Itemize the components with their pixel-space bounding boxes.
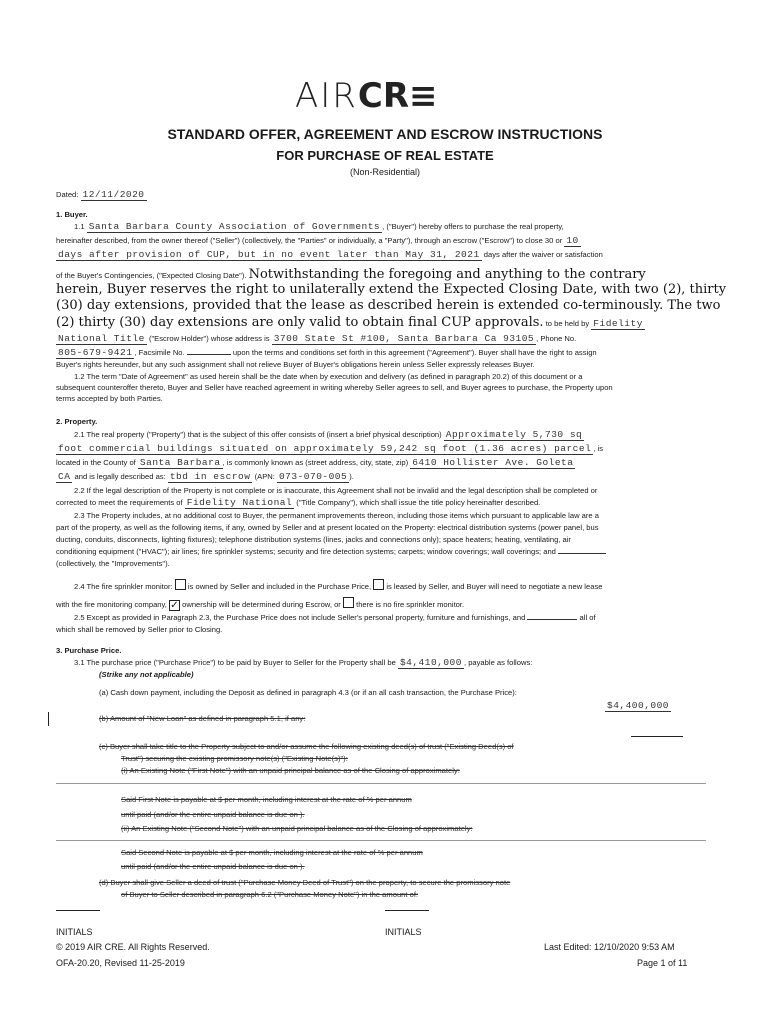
s2-p3-line4: conditioning equipment ("HVAC"); air lines; fire sprinkler systems; security and fire detection systems; carpets; window coverings; wall coverings; and	[56, 547, 606, 557]
page-number: Page 1 of 11	[637, 958, 688, 968]
form-number: OFA-20.20, Revised 11-25-2019	[56, 958, 185, 968]
initials-line-left	[56, 910, 100, 911]
initials-line-right	[385, 910, 429, 911]
revision-bar	[48, 712, 49, 726]
s1-p2-line3: terms accepted by both Parties.	[56, 394, 163, 403]
escrow-holder-field[interactable]: Fidelity	[593, 318, 643, 329]
s3-b: (b) Amount of "New Loan" as defined in paragraph 5.1, if any:	[99, 714, 306, 723]
insert-text-2: herein, Buyer reserves the right to unilaterally extend the Expected Closing Date, with two (2), thirty	[56, 282, 727, 297]
s1-line1: 1.1 Santa Barbara County Association of Governments , ("Buyer") hereby offers to purchase the real property,	[74, 221, 564, 232]
strike-divider-1	[56, 783, 706, 784]
title-company-field[interactable]: Fidelity National	[186, 497, 293, 508]
section-1-heading: 1. Buyer.	[56, 210, 88, 219]
document-type: (Non-Residential)	[349, 167, 421, 177]
amount-line-b	[631, 736, 683, 737]
apn-field[interactable]: 073-070-005	[278, 471, 348, 482]
document-title: STANDARD OFFER, AGREEMENT AND ESCROW INSTRUCTIONS	[167, 126, 603, 142]
down-payment-amount: $4,400,000	[607, 700, 670, 711]
s3-c6: (ii) An Existing Note ("Second Note") with an unpaid principal balance as of the Closing of approximately:	[121, 824, 473, 833]
s1-line11: Buyer's rights hereunder, but any such assignment shall not relieve Buyer of Buyer's obligations herein unless Seller expressly releases Buyer.	[56, 360, 535, 369]
excluded-items-field[interactable]	[527, 619, 577, 620]
address-field[interactable]: 6410 Hollister Ave. Goleta	[412, 457, 574, 468]
section-3-heading: 3. Purchase Price.	[56, 646, 122, 655]
last-edited: Last Edited: 12/10/2020 9:53 AM	[544, 942, 675, 952]
s3-c1: (c) Buyer shall take title to the Property subject to and/or assume the following existing deed(s) of trust ("Existing Deed(s) of	[99, 742, 514, 751]
phone-field[interactable]: 805-679-9421	[58, 347, 133, 358]
county-field[interactable]: Santa Barbara	[139, 457, 221, 468]
strike-divider-2	[56, 840, 706, 841]
s2-p3-line3: ducting, conduits, disconnects, lighting fixtures); telephone distribution systems (lines, jacks and connections only); space heaters; heating, ventilating, air	[56, 535, 571, 544]
insert-text-4: (2) thirty (30) day extensions are only valid to obtain final CUP approvals.	[56, 315, 544, 330]
dated-value[interactable]: 12/11/2020	[82, 189, 145, 200]
determined-checkbox[interactable]: ✓	[170, 600, 179, 611]
owned-checkbox[interactable]	[175, 579, 186, 590]
s1-line4: of the Buyer's Contingencies, ("Expected Closing Date"). Notwithstanding the foregoing and anything to the contrary	[56, 267, 646, 282]
initials-left[interactable]: INITIALS	[56, 927, 93, 937]
s2-p2-line2: corrected to meet the requirements of Fidelity National ("Title Company"), which shall issue the title policy hereinafter described.	[56, 497, 541, 508]
s1-line9: National Title ("Escrow Holder") whose address is 3700 State St #100, Santa Barbara Ca 93105 , Phone No.	[58, 333, 577, 344]
insert-text-3: (30) day extensions, provided that the lease as described herein is extended co-terminously. The two	[56, 298, 721, 313]
s3-line1: 3.1 The purchase price ("Purchase Price") to be paid by Buyer to Seller for the Property shall be $4,410,000 , payable as follows:	[74, 657, 533, 668]
closing-days-field[interactable]: days after provision of CUP, but in no event later than May 31, 2021	[58, 249, 480, 260]
property-desc-field[interactable]: Approximately 5,730 sq	[445, 429, 583, 440]
copyright: © 2019 AIR CRE. All Rights Reserved.	[56, 942, 210, 952]
s2-p5-line2: which shall be removed by Seller prior to Closing.	[56, 625, 223, 634]
s1-line3: days after provision of CUP, but in no event later than May 31, 2021 days after the waiver or satisfaction	[58, 249, 603, 260]
s2-line1: 2.1 The real property ("Property") that is the subject of this offer consists of (insert a brief physical description) Approximately 5,730 sq	[74, 429, 583, 440]
initials-right[interactable]: INITIALS	[385, 927, 422, 937]
purchase-price-field[interactable]: $4,410,000	[399, 657, 462, 668]
property-desc-field-2[interactable]: foot commercial buildings situated on approximately 59,242 sq foot (1.36 acres) parcel	[58, 443, 592, 454]
escrow-holder-field-2[interactable]: National Title	[58, 333, 145, 344]
dated-line: Dated: 12/11/2020	[56, 189, 145, 200]
fax-field[interactable]	[187, 354, 231, 355]
strike-note: (Strike any not applicable)	[99, 670, 194, 679]
no-monitor-checkbox[interactable]	[343, 597, 354, 608]
s3-d1: (d) Buyer shall give Seller a deed of trust ("Purchase Money Deed of Trust") on the property, to secure the promissory note	[99, 878, 511, 887]
s3-c7: Said Second Note is payable at $ per month, including interest at the rate of % per annum	[121, 848, 423, 857]
s3-c3: (i) An Existing Note ("First Note") with an unpaid principal balance as of the Closing of approximately:	[121, 766, 460, 775]
s3-c4: Said First Note is payable at $ per month, including interest at the rate of % per annum	[121, 795, 412, 804]
buyer-name-field[interactable]: Santa Barbara County Association of Governments	[88, 221, 381, 232]
document-subtitle: FOR PURCHASE OF REAL ESTATE	[276, 148, 494, 163]
days-field[interactable]: 10	[566, 235, 579, 246]
escrow-address-field[interactable]: 3700 State St #100, Santa Barbara Ca 93105	[273, 333, 535, 344]
s2-p4-line2: with the fire monitoring company, ✓ ownership will be determined during Escrow, or there is no fire sprinkler monitor.	[56, 597, 464, 611]
s2-p2-line1: 2.2 If the legal description of the Property is not complete or is inaccurate, this Agreement shall not be invalid and the legal description shall be completed or	[74, 486, 598, 495]
s2-line2: foot commercial buildings situated on approximately 59,242 sq foot (1.36 acres) parcel , is	[58, 443, 603, 454]
leased-checkbox[interactable]	[373, 579, 384, 590]
s2-p3-line5: (collectively, the "Improvements").	[56, 559, 170, 568]
s3-c5: until paid (and/or the entire unpaid balance is due on ).	[121, 810, 305, 819]
s1-p2-line1: 1.2 The term "Date of Agreement" as used herein shall be the date when by execution and delivery (as defined in paragraph 20.2) of this document or a	[74, 372, 583, 381]
s3-c2: Trust") securing the existing promissory note(s) ("Existing Note(s)"):	[121, 754, 348, 763]
aircre-logo: AIRCR≡	[295, 76, 438, 116]
legal-desc-field[interactable]: tbd in escrow	[169, 471, 251, 482]
s1-p2-line2: subsequent counteroffer thereto, Buyer and Seller have reached agreement in writing whereby Seller agrees to sell, and Buyer agrees to purchase, the Property upon	[56, 383, 613, 392]
s2-line3: located in the County of Santa Barbara , is commonly known as (street address, city, state, zip) 6410 Hollister Ave. Goleta	[56, 457, 574, 468]
s1-line10: 805-679-9421 , Facsimile No. upon the terms and conditions set forth in this agreement ("Agreement"). Buyer shall have the right to assign	[58, 347, 597, 358]
s3-d2: of Buyer to Seller described in paragraph 6.2 ("Purchase Money Note") in the amount of:	[121, 890, 419, 899]
state-field[interactable]: CA	[58, 471, 71, 482]
s2-p3-line1: 2.3 The Property includes, at no additional cost to Buyer, the permanent improvements thereon, including those items which pursuant to applicable law are a	[74, 511, 599, 520]
section-2-heading: 2. Property.	[56, 417, 98, 426]
s2-p4-line1: 2.4 The fire sprinkler monitor: is owned by Seller and included in the Purchase Price, is leased by Seller, and Buyer will need to negotiate a new lease	[74, 579, 602, 592]
s3-a: (a) Cash down payment, including the Deposit as defined in paragraph 4.3 (or if an all cash transaction, the Purchase Price):	[99, 688, 517, 697]
s3-c8: until paid (and/or the entire unpaid balance is due on ).	[121, 862, 305, 871]
s2-line4: CA and is legally described as: tbd in escrow (APN: 073-070-005 ).	[58, 471, 354, 482]
s1-line8: (2) thirty (30) day extensions are only valid to obtain final CUP approvals. to be held by Fidelity	[56, 315, 643, 330]
s1-line2: hereinafter described, from the owner thereof ("Seller") (collectively, the "Parties" or individually, a "Party"), through an escrow ("Escrow") to close 30 or 10	[56, 235, 579, 246]
s2-p3-line2: part of the property, as well as the following items, if any, owned by Seller and at present located on the Property: electrical distribution systems (power panel, bus	[56, 523, 599, 532]
insert-text-1: Notwithstanding the foregoing and anything to the contrary	[248, 267, 646, 282]
additional-items-field[interactable]	[558, 553, 606, 554]
s2-p5-line1: 2.5 Except as provided in Paragraph 2.3, the Purchase Price does not include Seller's personal property, furniture and furnishings, and all of	[74, 613, 596, 622]
